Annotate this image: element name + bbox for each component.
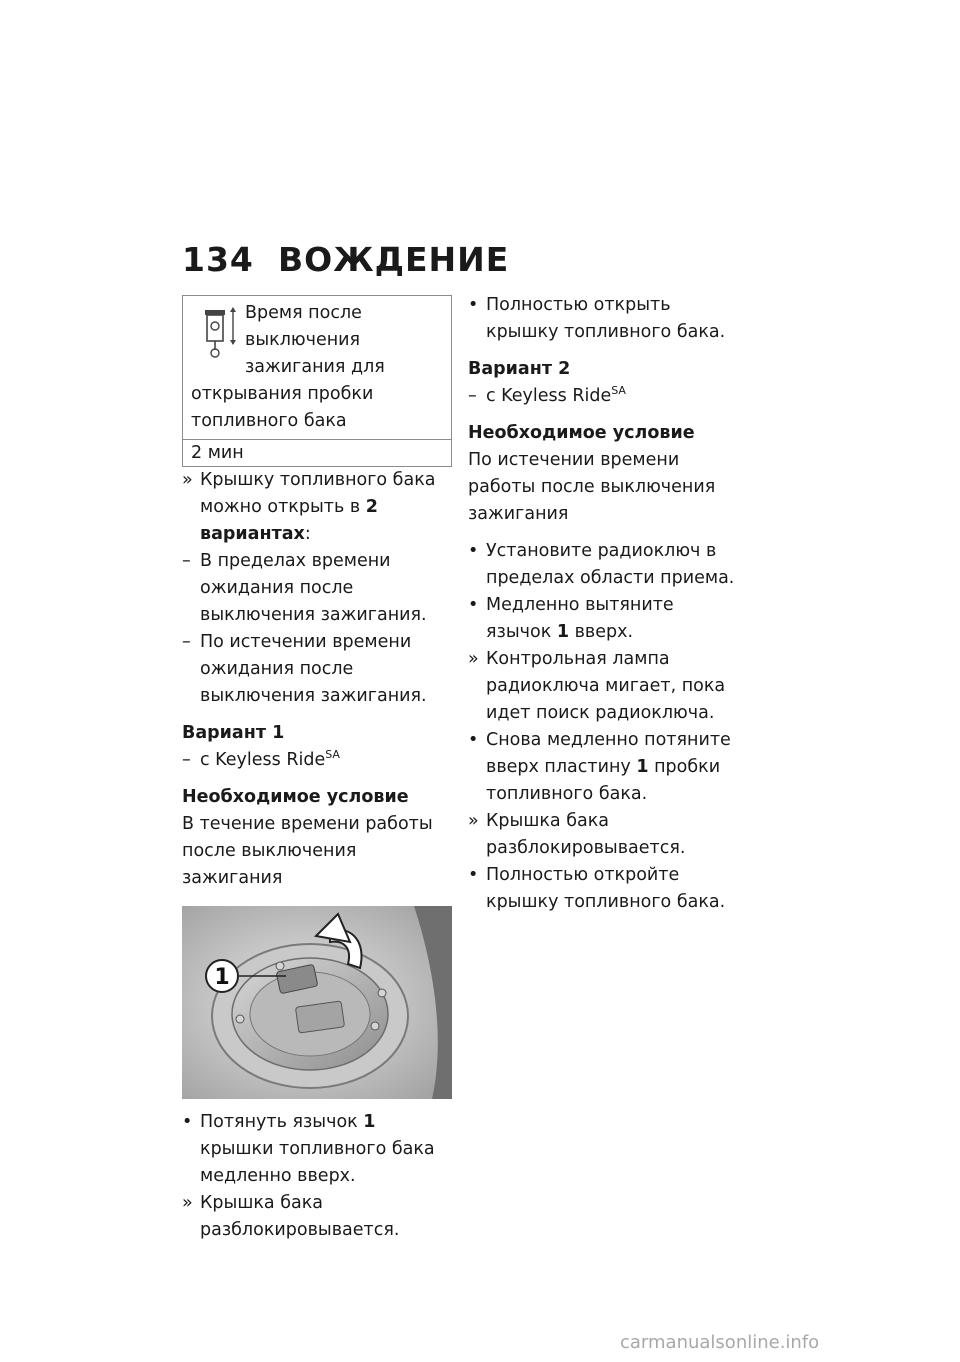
watermark: carmanualsonline.info: [620, 1332, 820, 1353]
info-box-text: Время после выключения зажигания для открывания пробки топливного бака: [191, 303, 385, 431]
info-box-value: 2 мин: [183, 439, 451, 466]
variant-2-heading: Вариант 2: [468, 359, 571, 379]
list-item: – с Keyless Ride$^{SA}$: [182, 748, 340, 770]
list-item: • Установите радиоключ в пределах области приема.: [468, 541, 735, 588]
list-item: – с Keyless Ride$^{SA}$: [468, 384, 626, 406]
page-title: ВОЖДЕНИЕ: [278, 240, 510, 279]
list-item: – В пределах времени ожидания после выключения зажигания.: [182, 551, 427, 625]
variant-1-heading: Вариант 1: [182, 723, 285, 743]
list-item: • Медленно вытяните язычок 1 вверх.: [468, 595, 674, 642]
figure-callout-1: 1: [214, 965, 230, 990]
list-item: – По истечении времени ожидания после выключения зажигания.: [182, 632, 427, 706]
condition-heading: Необходимое условие: [468, 423, 695, 443]
intro-result: » Крышку топливного бака можно открыть в 2 вариантах:: [182, 470, 436, 544]
right-column: [468, 292, 738, 916]
list-item: • Полностью открыть крышку топливного бака.: [468, 295, 726, 342]
condition-text: По истечении времени работы после выключения зажигания: [468, 450, 716, 524]
list-item: » Крышка бака разблокировывается.: [468, 811, 686, 858]
list-item: • Потянуть язычок 1 крышки топливного бака медленно вверх.: [182, 1112, 435, 1186]
info-box: [182, 295, 452, 467]
list-item: » Крышка бака разблокировывается.: [182, 1193, 400, 1240]
condition-text: В течение времени работы после выключения зажигания: [182, 814, 433, 888]
list-item: • Полностью откройте крышку топливного бака.: [468, 865, 726, 912]
list-item: » Контрольная лампа радиоключа мигает, пока идет поиск радиоключа.: [468, 649, 726, 723]
page-header: [182, 240, 509, 279]
tank-cap-key-timer-icon: [199, 304, 239, 360]
list-item: • Снова медленно потяните вверх пластину 1 пробки топливного бака.: [468, 730, 731, 804]
condition-heading: Необходимое условие: [182, 787, 409, 807]
page-number: 134: [182, 240, 254, 279]
fuel-cap-photo: [182, 906, 452, 1099]
left-column: [182, 295, 452, 1244]
